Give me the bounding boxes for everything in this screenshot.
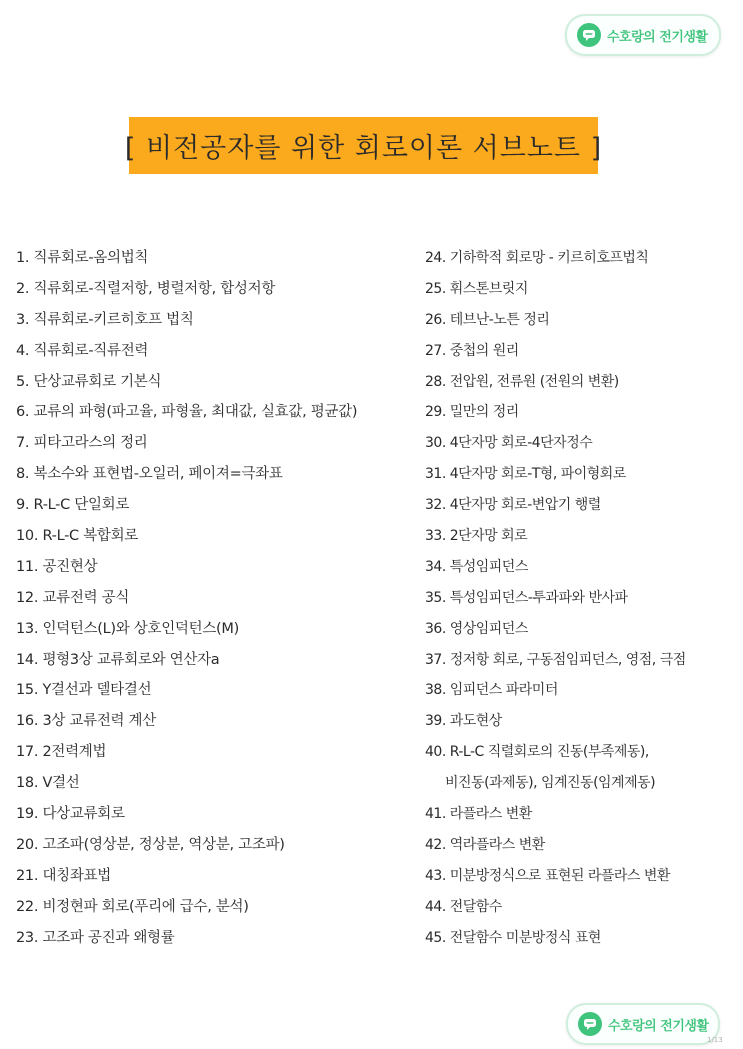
toc-item: 13. 인덕턴스(L)와 상호인덕턴스(M) [16,620,239,637]
toc-item: 9. R-L-C 단일회로 [16,497,130,514]
toc-item: 4. 직류회로-직류전력 [16,342,149,359]
toc-item: 10. R-L-C 복합회로 [16,528,139,545]
toc-item: 28. 전압원, 전류원 (전원의 변환) [425,373,619,390]
toc-item: 3. 직류회로-키르히호프 법칙 [16,311,194,328]
toc-item: 16. 3상 교류전력 계산 [16,713,156,730]
brand-label: 수호랑의 전기생활 [607,29,708,45]
toc-item: 15. Y결선과 델타결선 [16,682,152,699]
brand-badge-top[interactable] [565,14,721,56]
chat-bubble-icon [578,1012,602,1036]
toc-item: 7. 피타고라스의 정리 [16,435,148,452]
toc-item: 6. 교류의 파형(파고율, 파형율, 최대값, 실효값, 평균값) [16,404,358,421]
toc-item: 34. 특성임피던스 [425,558,528,575]
toc-item: 5. 단상교류회로 기본식 [16,373,162,390]
toc-item: 45. 전달함수 미분방정식 표현 [425,929,601,946]
toc-item: 25. 휘스톤브릿지 [425,280,528,297]
toc-item: 32. 4단자망 회로-변압기 행렬 [425,497,601,514]
toc-item: 1. 직류회로-옴의법칙 [16,250,149,266]
toc-item: 36. 영상임피던스 [425,620,528,637]
toc-item: 29. 밀만의 정리 [425,404,519,421]
toc-item: 22. 비정현파 회로(푸리에 급수, 분석) [16,898,249,915]
toc-item: 14. 평형3상 교류회로와 연산자a [16,651,220,668]
toc-item: 43. 미분방정식으로 표현된 라플라스 변환 [425,867,670,884]
toc-item: 18. V결선 [16,775,80,792]
toc-item: 33. 2단자망 회로 [425,528,528,545]
toc-item: 24. 기하학적 회로망 - 키르히호프법칙 [425,250,649,266]
toc-item: 21. 대칭좌표법 [16,867,112,884]
toc-item: 20. 고조파(영상분, 정상분, 역상분, 고조파) [16,836,285,853]
toc-left-column [16,243,416,953]
toc-item: 41. 라플라스 변환 [425,806,532,823]
brand-label: 수호랑의 전기생활 [608,1018,709,1034]
toc-item: 30. 4단자망 회로-4단자정수 [425,435,593,452]
toc-item: 31. 4단자망 회로-T형, 파이형회로 [425,466,626,483]
toc-item: 35. 특성임피던스-투과파와 반사파 [425,589,628,606]
brand-badge-bottom[interactable] [566,1003,720,1045]
toc-item: 42. 역라플라스 변환 [425,836,545,853]
toc-item: 37. 정저항 회로, 구동점임피던스, 영점, 극점 [425,651,686,668]
toc-item: 38. 임피던스 파라미터 [425,682,558,699]
toc-right-column [425,243,737,953]
toc-item: 11. 공진현상 [16,558,98,575]
toc-item: 40. R-L-C 직렬회로의 진동(부족제동), [425,744,649,761]
toc-item: 12. 교류전력 공식 [16,589,130,606]
toc-item-continuation: 비진동(과제동), 임계진동(임계제동) [445,775,656,792]
chat-bubble-icon [577,23,601,47]
toc-item: 39. 과도현상 [425,713,502,730]
toc-item: 26. 테브난-노튼 정리 [425,311,550,328]
page-number: 1/13 [707,1036,723,1044]
title-banner [124,117,603,174]
page-title: [ 비전공자를 위한 회로이론 서브노트 ] [124,133,603,164]
toc-item: 27. 중첩의 원리 [425,342,519,359]
toc-item: 19. 다상교류회로 [16,806,125,823]
toc-item: 44. 전달함수 [425,898,502,915]
toc-item: 17. 2전력계법 [16,744,107,761]
toc-item: 23. 고조파 공진과 왜형률 [16,929,175,946]
toc-item: 2. 직류회로-직렬저항, 병렬저항, 합성저항 [16,280,276,297]
toc-item: 8. 복소수와 표현법-오일러, 페이져=극좌표 [16,466,283,483]
